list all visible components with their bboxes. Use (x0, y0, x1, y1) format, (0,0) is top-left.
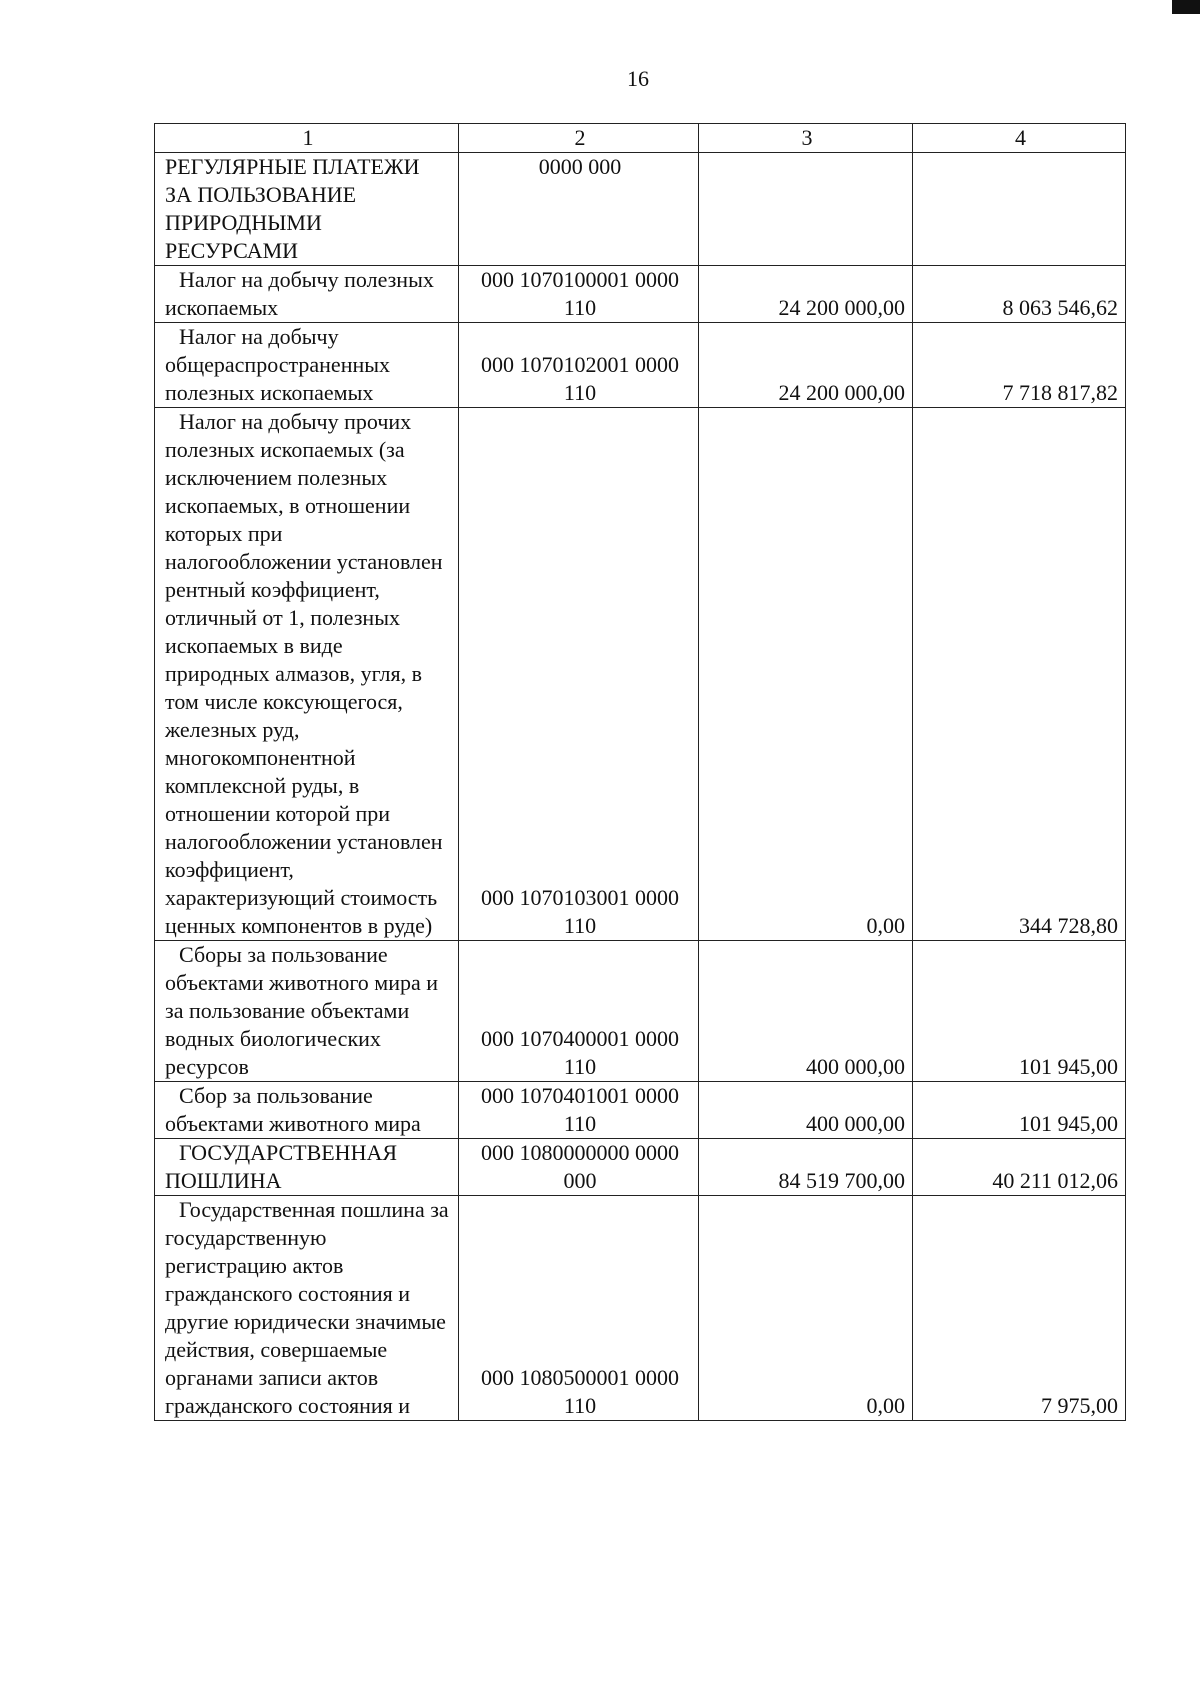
column-header-2: 2 (459, 124, 699, 153)
table-row (155, 1139, 1126, 1196)
row-name: ГОСУДАРСТВЕННАЯ ПОШЛИНА (155, 1139, 459, 1196)
table-row (155, 1082, 1126, 1139)
row-plan: 0,00 (699, 1196, 913, 1421)
row-plan: 0,00 (699, 408, 913, 941)
table-row (155, 1196, 1126, 1421)
row-actual (913, 153, 1126, 266)
row-name: Налог на добычу общераспространенных полезных ископаемых (155, 323, 459, 408)
table-row (155, 323, 1126, 408)
column-header-3: 3 (699, 124, 913, 153)
row-actual: 40 211 012,06 (913, 1139, 1126, 1196)
table-row (155, 266, 1126, 323)
column-header-4: 4 (913, 124, 1126, 153)
row-plan: 24 200 000,00 (699, 266, 913, 323)
table-row (155, 153, 1126, 266)
scan-corner-mark (1172, 0, 1200, 14)
row-name: РЕГУЛЯРНЫЕ ПЛАТЕЖИ ЗА ПОЛЬЗОВАНИЕ ПРИРОДНЫМИ РЕСУРСАМИ (155, 153, 459, 266)
row-code: 000 1070400001 0000 110 (459, 941, 699, 1082)
table-row (155, 408, 1126, 941)
row-code: 000 1070103001 0000 110 (459, 408, 699, 941)
row-name: Сборы за пользование объектами животного мира и за пользование объектами водных биологических ресурсов (155, 941, 459, 1082)
row-plan (699, 153, 913, 266)
row-actual: 7 718 817,82 (913, 323, 1126, 408)
row-name: Государственная пошлина за государственную регистрацию актов гражданского состояния и другие юридически значимые действия, совершаемые органами записи актов гражданского состояния и (155, 1196, 459, 1421)
row-code: 0000 000 (459, 153, 699, 266)
column-header-1: 1 (155, 124, 459, 153)
row-code: 000 1080000000 0000 000 (459, 1139, 699, 1196)
row-plan: 24 200 000,00 (699, 323, 913, 408)
row-plan: 84 519 700,00 (699, 1139, 913, 1196)
table-row (155, 941, 1126, 1082)
page-number: 16 (627, 66, 649, 91)
row-name: Налог на добычу прочих полезных ископаемых (за исключением полезных ископаемых, в отношении которых при налогообложении установлен рентный коэффициент, отличный от 1, полезных ископаемых в виде природных алмазов, угля, в том числе коксующегося, железных руд, многокомпонентной комплексной руды, в отношении которой при налогообложении установлен коэффициент, характеризующий стоимость ценных компонентов в руде) (155, 408, 459, 941)
row-actual: 101 945,00 (913, 941, 1126, 1082)
row-code: 000 1070100001 0000 110 (459, 266, 699, 323)
row-code: 000 1080500001 0000 110 (459, 1196, 699, 1421)
table-header-row (155, 124, 1126, 153)
row-code: 000 1070401001 0000 110 (459, 1082, 699, 1139)
row-actual: 101 945,00 (913, 1082, 1126, 1139)
row-actual: 8 063 546,62 (913, 266, 1126, 323)
row-name: Налог на добычу полезных ископаемых (155, 266, 459, 323)
row-name: Сбор за пользование объектами животного мира (155, 1082, 459, 1139)
row-actual: 7 975,00 (913, 1196, 1126, 1421)
row-code: 000 1070102001 0000 110 (459, 323, 699, 408)
row-actual: 344 728,80 (913, 408, 1126, 941)
row-plan: 400 000,00 (699, 941, 913, 1082)
row-plan: 400 000,00 (699, 1082, 913, 1139)
revenue-table (154, 123, 1126, 1421)
